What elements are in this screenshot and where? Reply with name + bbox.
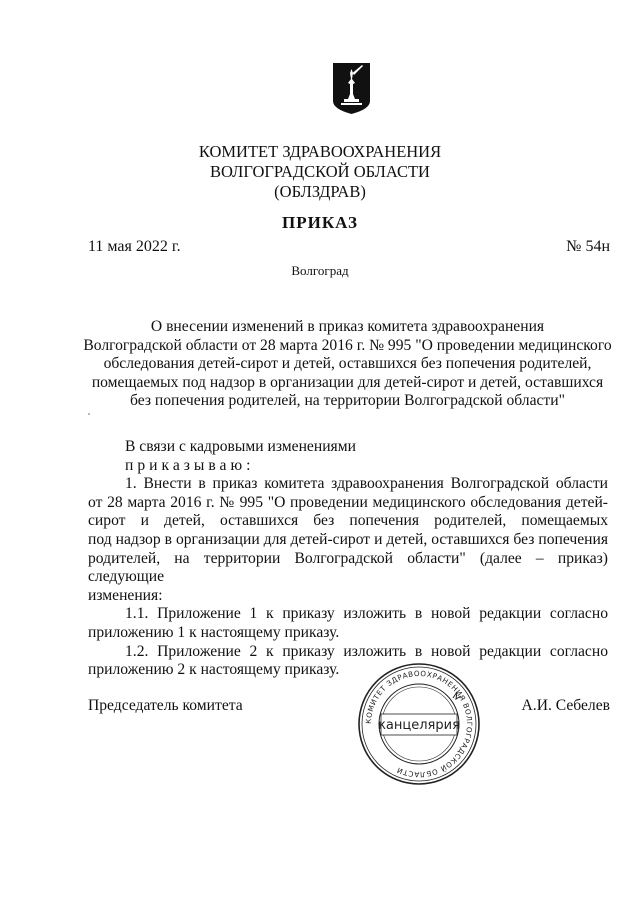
subject-line: обследования детей-сирот и детей, оставшихся без попечения родителей, xyxy=(103,355,592,373)
document-subject xyxy=(75,318,620,411)
paragraph-line: под надзор в организации для детей-сирот и детей, оставшихся без попечения xyxy=(88,530,608,548)
coat-of-arms-emblem xyxy=(331,61,372,116)
paragraph-line: 1.1. Приложение 1 к приказу изложить в новой редакции согласно xyxy=(125,605,608,623)
paragraph-line: 1. Внести в приказ комитета здравоохранения Волгоградской области xyxy=(125,475,608,493)
signatory-name: А.И. Себелев xyxy=(521,697,610,714)
paragraph-line: приложению 2 к настоящему приказу. xyxy=(88,661,340,679)
paragraph-line: сирот и детей, оставшихся без попечения родителей, помещаемых xyxy=(88,512,608,530)
paragraph-line: 1.2. Приложение 2 к приказу изложить в новой редакции согласно xyxy=(125,642,608,660)
org-line: ВОЛГОГРАДСКОЙ ОБЛАСТИ xyxy=(210,162,430,181)
intro-text: В связи с кадровыми изменениями xyxy=(125,438,356,455)
document-date: 11 мая 2022 г. xyxy=(88,238,181,255)
stamp-center-text: канцелярия xyxy=(378,718,460,733)
paragraph-line: от 28 марта 2016 г. № 995 "О проведении медицинского обследования детей- xyxy=(88,493,608,511)
subject-line: помещаемых под надзор в организации для детей-сирот и детей, оставшихся xyxy=(91,373,604,391)
official-stamp xyxy=(355,660,483,788)
subject-line: Волгоградской области от 28 марта 2016 г. № 995 "О проведении медицинского xyxy=(83,336,612,354)
document-body xyxy=(88,438,608,680)
signatory-position: Председатель комитета xyxy=(88,697,243,714)
stamp-ring-text: КОМИТЕТ ЗДРАВООХРАНЕНИЯ ВОЛГОГРАДСКОЙ ОБЛАСТИ xyxy=(363,668,475,780)
paragraph-line: приложению 1 к настоящему приказу. xyxy=(88,623,340,641)
document-city: Волгоград xyxy=(291,263,349,278)
organization-name xyxy=(0,142,640,202)
subject-line: О внесении изменений в приказ комитета здравоохранения xyxy=(150,318,545,335)
paragraph-line: родителей, на территории Волгоградской области" (далее – приказ) следующие xyxy=(88,549,608,586)
scan-speck xyxy=(88,413,90,415)
org-line: (ОБЛЗДРАВ) xyxy=(274,182,366,201)
document-number: № 54н xyxy=(566,238,610,255)
paragraph-line: изменения: xyxy=(88,586,163,604)
order-word: приказываю: xyxy=(125,456,255,474)
org-line: КОМИТЕТ ЗДРАВООХРАНЕНИЯ xyxy=(198,142,442,161)
subject-line: без попечения родителей, на территории Волгоградской области" xyxy=(130,392,565,410)
document-type: ПРИКАЗ xyxy=(282,213,358,232)
